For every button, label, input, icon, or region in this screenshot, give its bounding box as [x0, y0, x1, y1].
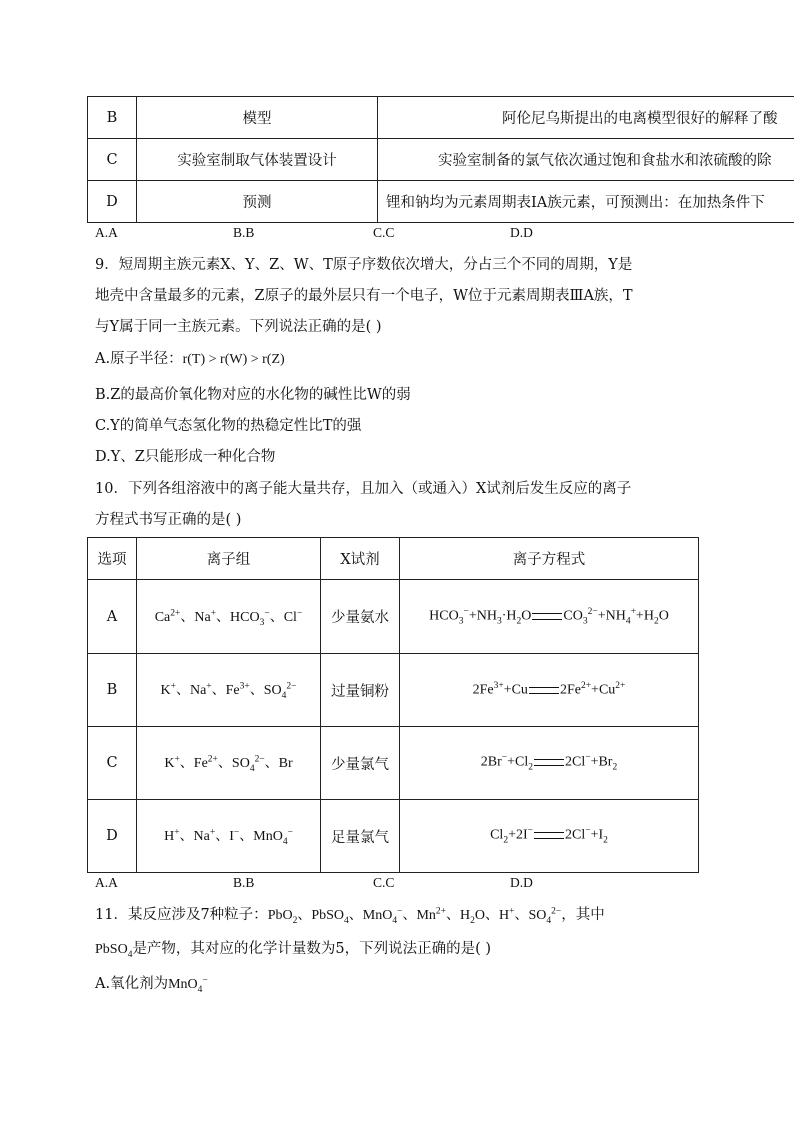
table-cell-content: 阿伦尼乌斯提出的电离模型很好的解释了酸	[378, 97, 794, 139]
q11-stem-prefix: 11．某反应涉及7种粒子：	[95, 907, 268, 923]
choice-b[interactable]: B.B	[233, 225, 255, 240]
cell-option: C	[88, 727, 137, 800]
header-reagent: X试剂	[321, 538, 400, 580]
table-cell-content: 实验室制备的氯气依次通过饱和食盐水和浓硫酸的除	[378, 139, 794, 181]
cell-ion-group: H+、Na+、I−、MnO$_4$−	[137, 800, 321, 873]
cell-reagent: 少量氯气	[321, 727, 400, 800]
table-cell-name: 预测	[137, 181, 378, 223]
cell-reagent: 足量氯气	[321, 800, 400, 873]
q11-option-a-label: A.氧化剂为	[95, 976, 169, 992]
cell-reagent: 过量铜粉	[321, 654, 400, 727]
table-cell-content: 锂和钠均为元素周期表ⅠA族元素，可预测出：在加热条件下	[378, 181, 794, 223]
cell-ion-group: K+、$Fe^{2+}$、$SO_4^{2-}$、Br	[137, 727, 321, 800]
q9-option-d[interactable]: D.Y、Z只能形成一种化合物	[95, 449, 276, 465]
table-options-1	[87, 96, 794, 223]
cell-option: B	[88, 654, 137, 727]
q9-stem-line-3: 与Y属于同一主族元素。下列说法正确的是( )	[95, 319, 382, 335]
table-options-2	[87, 537, 699, 873]
cell-equation: $2Fe^{3+}+Cu$ $2Fe^{2+}+Cu^{2+}$	[400, 654, 699, 727]
table-row	[88, 727, 699, 800]
q9-option-b[interactable]: B.Z的最高价氧化物对应的水化物的碱性比W的弱	[95, 387, 411, 403]
q11-option-a[interactable]	[95, 972, 208, 995]
q11-species-list: PbO$_2$、PbSO$_4$、MnO$_4$−、$Mn^{2+}$、$H_2O$、H+、$SO_4^{2-}$	[267, 906, 562, 926]
cell-reagent: 少量氨水	[321, 580, 400, 654]
table-row	[88, 800, 699, 873]
q9-option-a-formula: r(T) > r(W) > r(Z)	[182, 352, 285, 367]
cell-option: D	[88, 800, 137, 873]
q9-option-a-label: A.原子半径：	[95, 351, 183, 367]
choice-c[interactable]: C.C	[373, 225, 395, 240]
choice-d[interactable]: D.D	[510, 875, 533, 890]
choice-c[interactable]: C.C	[373, 875, 395, 890]
table-cell-option: D	[88, 181, 137, 223]
q11-option-a-formula: MnO$_4$−	[168, 975, 208, 995]
cell-equation: $HCO_3^-+NH_3\cdot H_2O$ $CO_3^{2-}+NH_4^++H_2O$	[400, 580, 699, 654]
choice-d[interactable]: D.D	[510, 225, 533, 240]
table-cell-name: 实验室制取气体装置设计	[137, 139, 378, 181]
q9-option-a[interactable]	[95, 347, 285, 368]
q11-stem-suffix: ，其中	[561, 907, 605, 923]
choice-a[interactable]: A.A	[95, 875, 118, 890]
table-row	[88, 139, 794, 181]
q9-option-c[interactable]: C.Y的简单气态氢化物的热稳定性比T的强	[95, 418, 362, 434]
table-row	[88, 654, 699, 727]
table-cell-name: 模型	[137, 97, 378, 139]
table-row	[88, 580, 699, 654]
q11-stem-line-2	[95, 937, 491, 960]
cell-ion-group: K+、Na+、$Fe^{3+}$、$SO_4^{2-}$	[137, 654, 321, 727]
cell-equation: $2Br^-+Cl_2$ $2Cl^-+Br_2$	[400, 727, 699, 800]
choice-b[interactable]: B.B	[233, 875, 255, 890]
q11-stem-line-1	[95, 903, 605, 926]
table-header-row	[88, 538, 699, 580]
q9-stem-line-2: 地壳中含量最多的元素，Z原子的最外层只有一个电子，W位于元素周期表ⅢA族，T	[95, 288, 633, 304]
q11-stem-line-2-text: 是产物，其对应的化学计量数为5，下列说法正确的是( )	[132, 941, 492, 957]
table-cell-option: C	[88, 139, 137, 181]
table-cell-option: B	[88, 97, 137, 139]
table-row	[88, 97, 794, 139]
header-ion-group: 离子组	[137, 538, 321, 580]
cell-option: A	[88, 580, 137, 654]
q9-stem-line-1: 9．短周期主族元素X、Y、Z、W、T原子序数依次增大，分占三个不同的周期，Y是	[95, 257, 633, 273]
q10-stem-line-2: 方程式书写正确的是( )	[95, 512, 242, 528]
cell-ion-group: $Ca^{2+}$、Na+、$HCO_3^-$、Cl−	[137, 580, 321, 654]
table-row	[88, 181, 794, 223]
cell-equation: $Cl_2+2I^-$ $2Cl^-+I_2$	[400, 800, 699, 873]
q11-product: PbSO$_4$	[95, 942, 133, 960]
header-option: 选项	[88, 538, 137, 580]
q10-stem-line-1: 10．下列各组溶液中的离子能大量共存，且加入（或通入）X试剂后发生反应的离子	[95, 481, 632, 497]
header-equation: 离子方程式	[400, 538, 699, 580]
choice-a[interactable]: A.A	[95, 225, 118, 240]
